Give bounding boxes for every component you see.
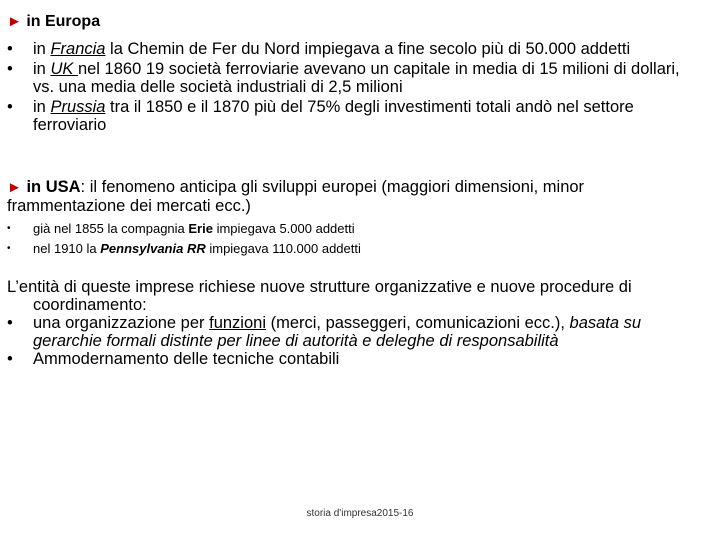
company-name: Pennsylvania RR: [100, 241, 206, 256]
list-item: • già nel 1855 la compagnia Erie impiegava 5.000 addetti: [7, 219, 697, 239]
bullet-icon: •: [7, 223, 11, 234]
arrow-icon: ►: [7, 13, 22, 30]
bullet-icon: •: [7, 243, 11, 254]
list-item: • una organizzazione per funzioni (merci, passeggeri, comunicazioni ecc.), basata su gerarchie formali distinte per linee di autorità e deleghe di responsabilità: [7, 314, 642, 350]
footer-text: storia d'impresa2015-16: [306, 508, 414, 519]
europe-bullet-list: [7, 40, 697, 136]
company-name: Erie: [188, 221, 213, 236]
list-item: • in Prussia tra il 1850 e il 1870 più del 75% degli investimenti totali andò nel settore ferroviario: [7, 98, 634, 134]
functions-term: funzioni: [209, 314, 266, 332]
usa-bullet-list: [7, 219, 697, 259]
usa-heading: [7, 178, 697, 215]
list-item: • in Francia la Chemin de Fer du Nord impiegava a fine secolo più di 50.000 addetti: [7, 40, 631, 58]
organization-paragraph: [7, 278, 697, 368]
bullet-icon: •: [7, 350, 13, 368]
bullet-icon: •: [7, 98, 13, 116]
country-name: UK: [50, 60, 78, 78]
list-item: • Ammodernamento delle tecniche contabili: [7, 350, 340, 368]
country-name: Francia: [50, 40, 106, 58]
country-name: Prussia: [50, 98, 106, 116]
europe-heading-text: in Europa: [26, 13, 101, 30]
list-item: • nel 1910 la Pennsylvania RR impiegava 110.000 addetti: [7, 239, 697, 259]
list-item: • in UK nel 1860 19 società ferroviarie avevano un capitale in media di 15 milioni di dollari, vs. una media delle società industriali di 2,5 milioni: [7, 60, 680, 96]
arrow-icon: ►: [7, 179, 22, 196]
bullet-icon: •: [7, 314, 13, 332]
usa-heading-text: in USA: [26, 178, 81, 196]
bullet-icon: •: [7, 60, 13, 78]
usa-heading-body: : il fenomeno anticipa gli sviluppi europei (maggiori dimensioni, minor frammentazione dei mercati ecc.): [7, 178, 585, 215]
bullet-icon: •: [7, 40, 13, 58]
europe-heading: [7, 12, 100, 31]
intro-text: L’entità di queste imprese richiese nuove strutture organizzative e nuove procedure di coordinamento:: [7, 278, 632, 314]
